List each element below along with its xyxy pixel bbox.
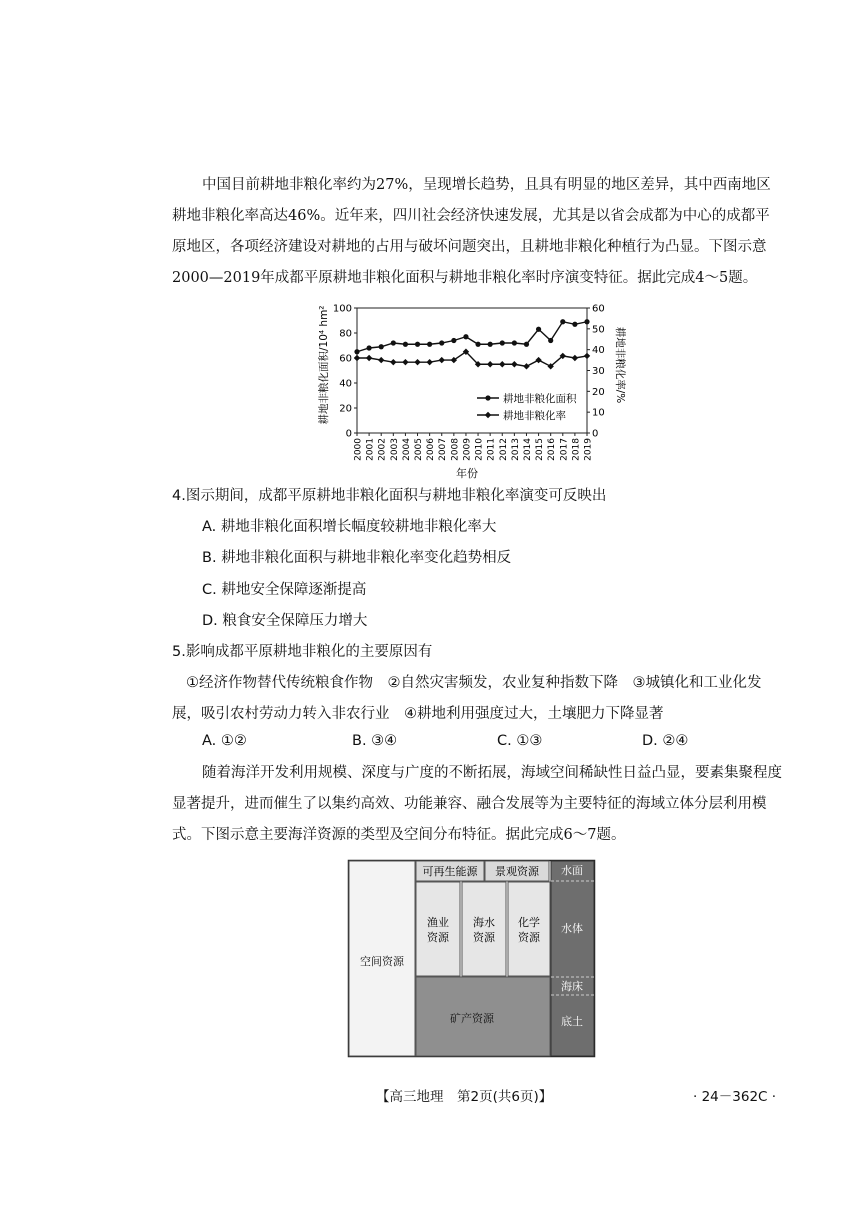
x-tick-label: 2016 [547,438,558,461]
series-point-1 [500,340,505,345]
x-tick-label: 2019 [583,438,594,461]
legend-label: 耕地非粮化率 [503,410,566,422]
landscape-resource-label: 景观资源 [495,865,539,878]
page-footer: 【高三地理 第2页(共6页)】 [376,1089,553,1105]
x-tick-label: 2008 [450,438,461,461]
passage-1-line: 耕地非粮化率高达46%。近年来，四川社会经济快速发展，尤其是以省会成都为中心的成都平 [172,208,770,224]
chemical-resource-block [508,882,550,976]
passage-2 [172,758,782,851]
fishery-resource-label: 渔业 [427,916,449,929]
series-point-1 [488,342,493,347]
renewable-energy-label: 可再生能源 [422,865,478,878]
x-tick-label: 2018 [571,438,582,461]
layer-water-surface: 水面 [561,864,583,877]
series-point-1 [367,345,372,350]
series-line-2 [357,352,587,367]
series-point-2 [499,361,505,367]
layer-subsoil: 底土 [561,1015,583,1028]
passage-1-line: 中国目前耕地非粮化率约为27%，呈现增长趋势，且具有明显的地区差异，其中西南地区 [202,177,771,193]
question-4-option-b: B. 耕地非粮化面积与耕地非粮化率变化趋势相反 [202,550,512,566]
y-left-tick-label: 20 [339,403,352,415]
seawater-resource-label: 资源 [473,931,495,944]
space-resource-label: 空间资源 [360,955,404,968]
y-left-tick-label: 80 [339,328,352,340]
series-point-2 [366,355,372,361]
series-point-1 [572,322,577,327]
passage-2-line: 式。下图示意主要海洋资源的类型及空间分布特征。据此完成6～7题。 [172,827,626,843]
y-left-tick-label: 60 [339,353,352,365]
passage-2-line: 随着海洋开发利用规模、深度与广度的不断拓展，海域空间稀缺性日益凸显，要素集聚程度 [202,765,782,781]
x-tick-label: 2003 [389,438,400,461]
x-tick-label: 2007 [438,438,449,461]
series-point-1 [391,340,396,345]
question-5-option-a: A. ①② [202,733,247,749]
series-point-1 [379,344,384,349]
series-point-1 [427,342,432,347]
y-left-tick-label: 40 [339,378,352,390]
series-point-1 [536,327,541,332]
series-point-2 [523,363,529,369]
series-point-1 [451,338,456,343]
question-4-option-a: A. 耕地非粮化面积增长幅度较耕地非粮化率大 [202,519,497,535]
chemical-resource-label: 资源 [518,931,540,944]
question-4-option-d: D. 粮食安全保障压力增大 [202,613,368,629]
x-axis-label: 年份 [456,467,478,480]
series-point-2 [439,357,445,363]
series-point-2 [511,361,517,367]
x-tick-label: 2010 [474,438,485,461]
y-left-tick-label: 0 [345,428,352,440]
fishery-resource-block [416,882,460,976]
series-point-1 [415,342,420,347]
legend-marker [485,395,490,400]
ocean-resources-diagram [348,860,596,1058]
y-right-tick-label: 20 [592,386,605,398]
series-point-2 [535,357,541,363]
x-tick-label: 2002 [377,438,388,461]
legend-marker [485,412,491,418]
legend-label: 耕地非粮化面积 [503,393,577,405]
series-point-2 [487,361,493,367]
question-5-option-b: B. ③④ [352,733,398,749]
series-point-1 [475,342,480,347]
chart-legend [477,392,577,422]
x-tick-label: 2001 [365,438,376,461]
question-4-stem: 4.图示期间，成都平原耕地非粮化面积与耕地非粮化率演变可反映出 [172,488,607,504]
series-point-2 [572,355,578,361]
passage-1-line: 原地区，各项经济建设对耕地的占用与破坏问题突出，且耕地非粮化种植行为凸显。下图示意 [172,239,767,255]
x-tick-label: 2000 [353,438,364,461]
series-line-1 [357,322,587,352]
series-point-1 [403,342,408,347]
x-tick-label: 2006 [426,438,437,461]
layer-seabed: 海床 [561,980,583,993]
series-point-1 [548,338,553,343]
y-axis-left-label: 耕地非粮化面积/10⁴ hm² [318,305,330,425]
question-4-option-c: C. 耕地安全保障逐渐提高 [202,582,367,598]
series-point-2 [414,359,420,365]
chart-series [354,319,590,369]
question-5-stem: 5.影响成都平原耕地非粮化的主要原因有 [172,644,433,660]
passage-1 [172,170,782,294]
series-point-2 [390,359,396,365]
seawater-resource-block [462,882,506,976]
chemical-resource-label: 化学 [518,916,540,929]
x-tick-label: 2015 [535,438,546,461]
passage-2-line: 显著提升，进而催生了以集约高效、功能兼容、融合发展等为主要特征的海域立体分层利用模 [172,796,767,812]
question-5-option-c: C. ①③ [497,733,543,749]
x-tick-label: 2009 [462,438,473,461]
question-5-option-d: D. ②④ [642,733,689,749]
series-point-1 [463,334,468,339]
x-tick-label: 2005 [414,438,425,461]
series-point-2 [354,355,360,361]
y-right-tick-label: 40 [592,345,605,357]
series-point-2 [426,359,432,365]
y-right-tick-label: 60 [592,303,605,315]
series-point-1 [560,319,565,324]
y-left-tick-label: 100 [332,303,352,315]
x-tick-label: 2013 [510,438,521,461]
series-point-2 [378,357,384,363]
x-tick-label: 2004 [401,438,412,461]
series-point-1 [439,340,444,345]
layer-water-body: 水体 [561,922,583,935]
line-chart [315,300,626,480]
fishery-resource-label: 资源 [427,931,449,944]
question-5-items-line-2: 展，吸引农村劳动力转入非农行业 ④耕地利用强度过大，土壤肥力下降显著 [172,706,664,722]
series-point-2 [584,353,590,359]
series-point-1 [524,342,529,347]
series-point-2 [402,359,408,365]
page-code: · 24－362C · [693,1089,777,1105]
passage-1-line: 2000—2019年成都平原耕地非粮化面积与耕地非粮化率时序演变特征。据此完成4～5题。 [172,270,758,286]
mineral-resource-label: 矿产资源 [450,1012,494,1025]
series-point-1 [512,340,517,345]
y-right-tick-label: 0 [592,428,599,440]
question-5-items-line-1: ①经济作物替代传统粮食作物 ②自然灾害频发，农业复种指数下降 ③城镇化和工业化发 [186,675,762,691]
x-tick-label: 2011 [486,438,497,461]
series-point-1 [354,349,359,354]
y-right-tick-label: 10 [592,407,605,419]
y-right-tick-label: 50 [592,324,605,336]
series-point-1 [584,319,589,324]
x-tick-label: 2014 [522,438,533,461]
y-right-tick-label: 30 [592,366,605,377]
y-axis-right-label: 耕地非粮化率/% [614,326,626,404]
x-tick-label: 2017 [559,438,570,461]
x-tick-label: 2012 [498,438,509,461]
chart-ticks [333,304,605,461]
seawater-resource-label: 海水 [473,916,495,929]
